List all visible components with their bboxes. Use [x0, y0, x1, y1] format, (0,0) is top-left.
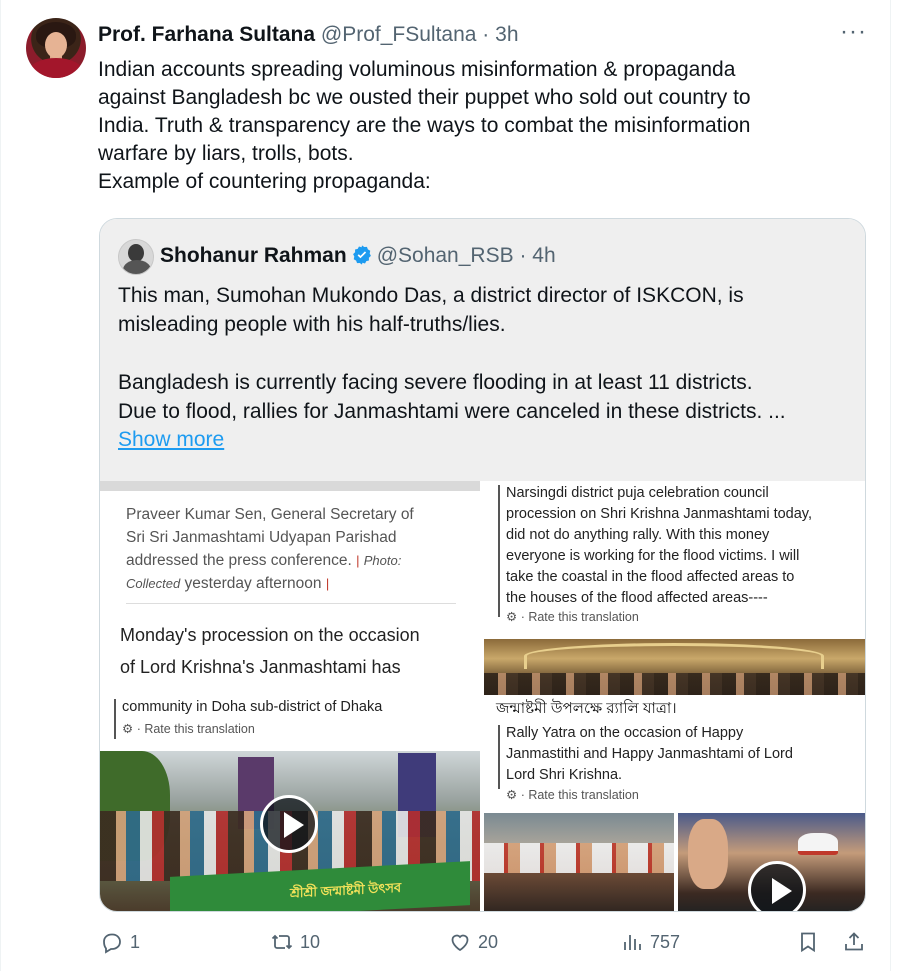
caption-divider — [126, 603, 456, 604]
author-handle[interactable]: @Prof_FSultana — [320, 23, 477, 46]
quoted-text-line: Bangladesh is currently facing severe flooding in at least 11 districts. — [118, 371, 753, 394]
header-separator: · — [482, 23, 490, 46]
collected-label: Collected — [126, 576, 181, 591]
rate-translation: ⚙ · Rate this translation — [506, 788, 639, 802]
caption-line: Sri Sri Janmashtami Udyapan Parishad — [126, 529, 397, 546]
tweet-text-line: warfare by liars, trolls, bots. — [98, 142, 354, 165]
quoted-header-separator: · — [519, 244, 527, 267]
quoted-text-line: misleading people with his half-truths/lies. — [118, 313, 506, 336]
gear-icon: ⚙ — [506, 610, 518, 624]
translated-line: did not do anything rally. With this money — [506, 527, 770, 543]
photo-caption — [126, 503, 471, 595]
rate-translation-label: Rate this translation — [528, 788, 639, 802]
image-top-bar — [100, 481, 480, 491]
caption-pipe: | — [356, 553, 360, 568]
media-video-2[interactable] — [484, 695, 866, 912]
verified-badge-icon — [351, 244, 373, 266]
reply-icon — [100, 930, 124, 954]
views-button[interactable] — [620, 930, 680, 954]
photo-label: Photo: — [363, 553, 402, 568]
translated-text — [506, 483, 861, 609]
quote-bar — [498, 485, 500, 617]
translated-line: Lord Shri Krishna. — [506, 767, 623, 783]
quoted-text-line: Due to flood, rallies for Janmashtami were canceled in these districts. ... — [118, 400, 786, 423]
like-count: 20 — [478, 931, 499, 952]
translated-text: community in Doha sub-district of Dhaka — [122, 699, 383, 715]
temple-photo — [484, 639, 866, 695]
show-more-link[interactable]: Show more — [118, 428, 225, 451]
hand-shape — [688, 819, 728, 889]
quote-bar — [114, 699, 116, 739]
quoted-author-avatar[interactable] — [118, 239, 154, 275]
crowd-shape — [484, 843, 674, 873]
rally-photo-1 — [484, 813, 674, 912]
translated-line: take the coastal in the flood affected areas to — [506, 569, 795, 585]
quoted-tweet-header — [160, 241, 556, 271]
play-icon[interactable] — [260, 795, 318, 853]
frame-left-border — [0, 0, 1, 971]
tweet-text-line: India. Truth & transparency are the ways to combat the misinformation — [98, 114, 751, 137]
article-line: of Lord Krishna's Janmashtami has — [120, 657, 401, 677]
tweet-time[interactable]: 3h — [495, 23, 519, 46]
translated-line: everyone is working for the flood victims. I will — [506, 548, 800, 564]
temple-arch — [524, 643, 824, 669]
gear-icon: ⚙ — [506, 788, 518, 802]
bookmark-icon — [796, 930, 820, 954]
action-bar — [98, 930, 868, 964]
quoted-tweet-text — [118, 281, 858, 426]
tweet-text — [98, 56, 858, 196]
quote-bar — [498, 725, 500, 789]
author-name[interactable]: Prof. Farhana Sultana — [98, 23, 316, 46]
tweet-text-line: Example of countering propaganda: — [98, 170, 431, 193]
play-icon[interactable] — [748, 861, 806, 912]
quoted-tweet-time[interactable]: 4h — [532, 244, 556, 267]
translated-line: Narsingdi district puja celebration council — [506, 485, 769, 501]
media-image-2[interactable] — [484, 481, 866, 695]
caption-pipe: | — [325, 576, 330, 591]
media-image-1[interactable] — [100, 481, 480, 695]
temple-crowd — [484, 673, 866, 695]
banner-text: শ্রীশ্রী জন্মাষ্টমী উৎসব — [290, 879, 402, 901]
quoted-author-name[interactable]: Shohanur Rahman — [160, 244, 347, 267]
quoted-avatar-body — [123, 260, 151, 275]
article-line: Monday's procession on the occasion — [120, 625, 420, 645]
caption-line: Praveer Kumar Sen, General Secretary of — [126, 506, 414, 523]
paragraph-gap — [118, 339, 858, 368]
repost-count: 10 — [300, 931, 321, 952]
tweet-header — [98, 22, 519, 48]
translated-line: Janmastithi and Happy Janmashtami of Lord — [506, 746, 793, 762]
translated-line: the houses of the flood affected areas---- — [506, 590, 768, 606]
tweet-text-line: Indian accounts spreading voluminous misinformation & propaganda — [98, 58, 736, 81]
author-avatar[interactable] — [26, 18, 86, 78]
translated-text — [506, 723, 861, 786]
rate-translation: ⚙ · Rate this translation — [122, 722, 255, 736]
media-video-1[interactable] — [100, 695, 480, 912]
quoted-tweet-content — [100, 219, 866, 481]
avatar-clothing — [28, 58, 84, 78]
translated-line: Rally Yatra on the occasion of Happy — [506, 725, 744, 741]
rate-translation-label: Rate this translation — [528, 610, 639, 624]
avatar-face — [45, 32, 67, 58]
rate-translation-label: Rate this translation — [144, 722, 255, 736]
gear-icon: ⚙ — [122, 722, 134, 736]
frame-right-border — [890, 0, 891, 971]
hat-shape — [798, 833, 838, 855]
share-button[interactable] — [842, 930, 866, 954]
translated-line: procession on Shri Krishna Janmashtami today, — [506, 506, 812, 522]
like-button[interactable] — [448, 930, 498, 954]
more-options-icon[interactable]: ··· — [840, 18, 867, 45]
heart-icon — [448, 930, 472, 954]
share-icon — [842, 930, 866, 954]
view-count: 757 — [650, 931, 681, 952]
reply-count: 1 — [130, 931, 141, 952]
bookmark-button[interactable] — [796, 930, 820, 954]
quoted-tweet[interactable] — [99, 218, 866, 912]
repost-icon — [270, 930, 294, 954]
repost-button[interactable] — [270, 930, 320, 954]
caption-line: addressed the press conference. — [126, 552, 352, 569]
views-icon — [620, 930, 644, 954]
rate-translation: ⚙ · Rate this translation — [506, 610, 639, 624]
quoted-author-handle[interactable]: @Sohan_RSB — [376, 244, 514, 267]
article-body — [120, 619, 470, 683]
media-grid[interactable] — [100, 481, 866, 912]
reply-button[interactable] — [100, 930, 140, 954]
bengali-headline: জন্মাষ্টমী উপলক্ষে র‍্যালি যাত্রা। — [496, 700, 677, 717]
quoted-text-line: This man, Sumohan Mukondo Das, a district director of ISKCON, is — [118, 284, 744, 307]
tweet-text-line: against Bangladesh bc we ousted their puppet who sold out country to — [98, 86, 751, 109]
caption-line: yesterday afternoon — [184, 575, 322, 592]
